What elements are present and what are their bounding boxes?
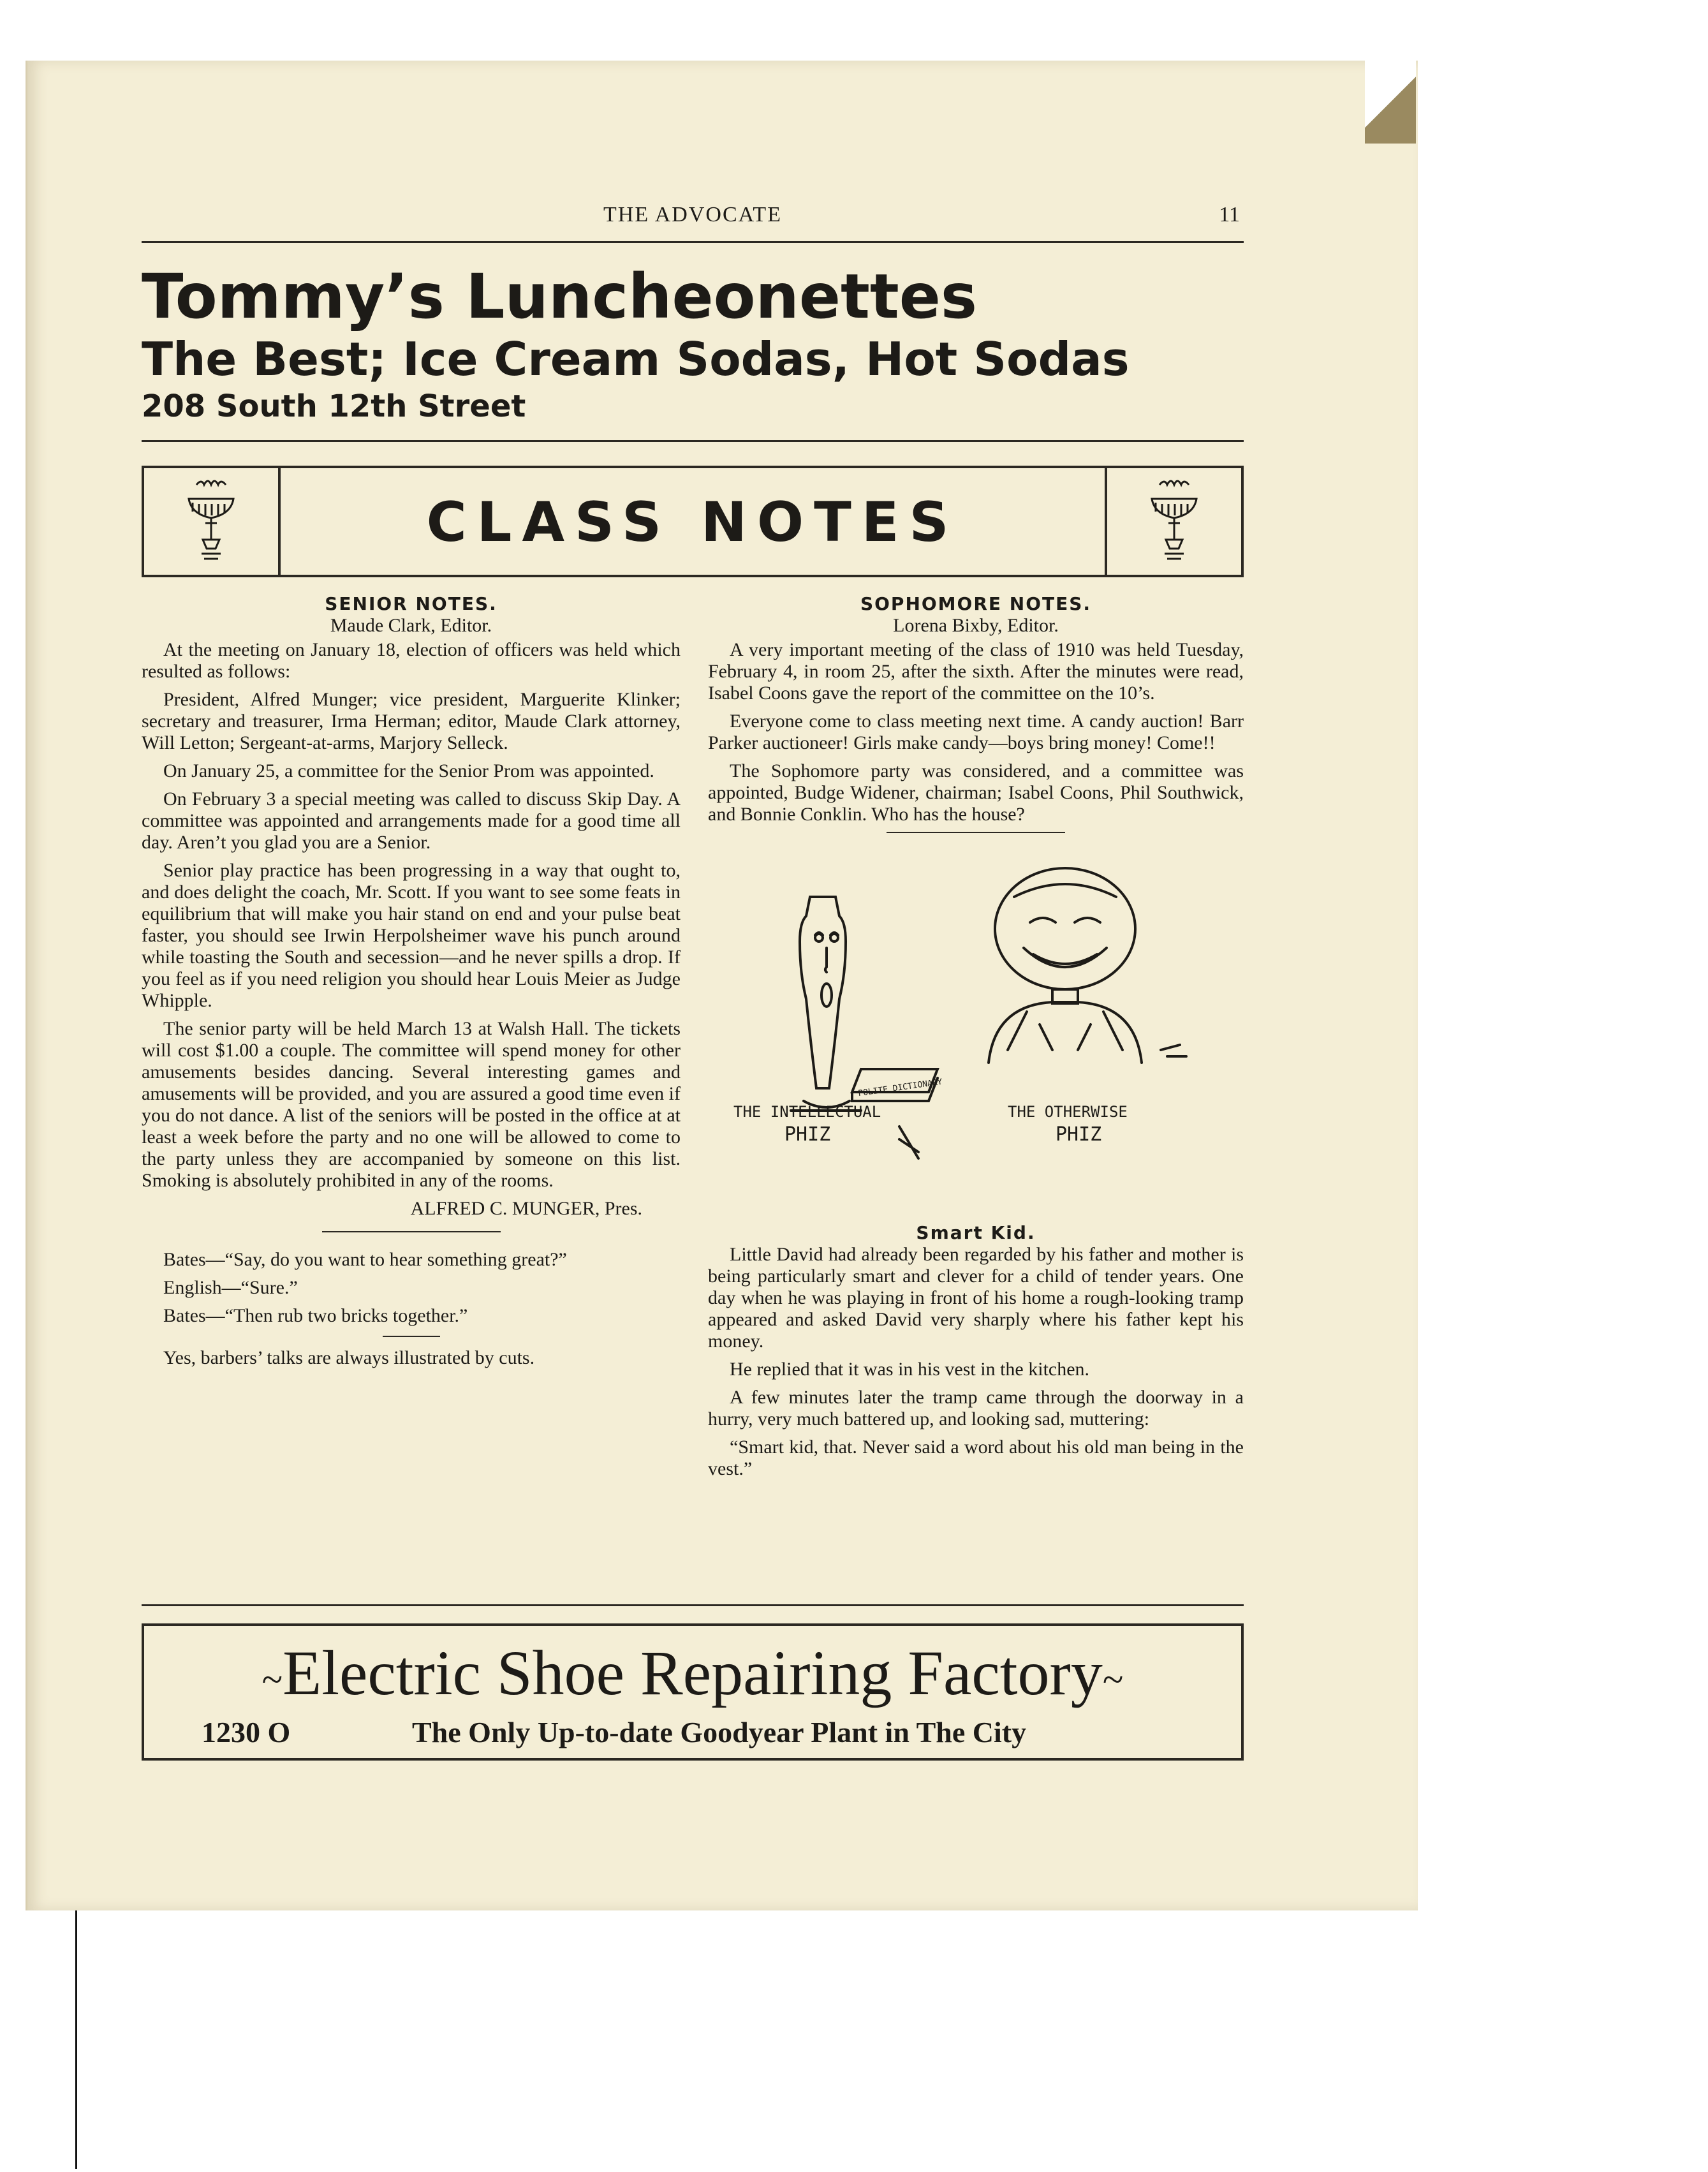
ad-title: Tommy’s Luncheonettes — [142, 261, 978, 332]
shoe-repair-advertisement — [142, 1623, 1244, 1761]
divider-rule — [383, 1336, 440, 1337]
sophomore-paragraph: Everyone come to class meeting next time. A candy auction! Barr Parker auctioneer! Girls make candy—boys bring money! Come!! — [708, 711, 1244, 753]
banner-right-cell — [1105, 468, 1241, 575]
senior-paragraph: President, Alfred Munger; vice president, Marguerite Klinker; secretary and treasurer, Irma Herman; editor, Maude Clark attorney, Will Letton; Sergeant-at-arms, Marjory Selleck. — [142, 689, 681, 753]
senior-paragraph: On February 3 a special meeting was called to discuss Skip Day. A committee was appointed and arrangements made for a good time all day. Aren’t you glad you are a Senior. — [142, 788, 681, 853]
smart-kid-paragraph: Little David had already been regarded by his father and mother is being particularly smart and clever for a child of tender years. One day when he was playing in front of his home a rough-looking tramp appeared and asked David very sharply where his father kept his money. — [708, 1244, 1244, 1352]
cartoon-illustration — [708, 859, 1244, 1216]
senior-editor: Maude Clark, Editor. — [330, 615, 492, 636]
page-corner-fold — [1365, 61, 1416, 144]
sophomore-notes-heading: SOPHOMORE NOTES. — [860, 593, 1092, 614]
ad-address: 208 South 12th Street — [142, 388, 526, 424]
cartoon-caption: PHIZ — [784, 1123, 831, 1146]
ad-title: Electric Shoe Repairing Factory — [283, 1637, 1103, 1708]
cartoon-caption: THE OTHERWISE — [1008, 1103, 1128, 1121]
smart-kid-paragraph: “Smart kid, that. Never said a word about his old man being in the vest.” — [708, 1437, 1244, 1479]
ad-tagline: The Best; Ice Cream Sodas, Hot Sodas — [142, 332, 1130, 386]
divider-rule — [887, 832, 1065, 833]
senior-paragraph: At the meeting on January 18, election of officers was held which resulted as follows: — [142, 639, 681, 682]
right-column — [708, 593, 1244, 1486]
sophomore-editor: Lorena Bixby, Editor. — [893, 615, 1059, 636]
smart-kid-paragraph: He replied that it was in his vest in the kitchen. — [730, 1359, 1090, 1380]
lamp-ornament-icon — [184, 477, 239, 566]
banner-left-cell — [144, 468, 281, 575]
joke-line: English—“Sure.” — [163, 1277, 298, 1298]
joke-line: Bates—“Then rub two bricks together.” — [163, 1305, 468, 1326]
lamp-ornament-icon — [1147, 477, 1202, 566]
senior-notes-heading: SENIOR NOTES. — [325, 593, 497, 614]
joke-line: Bates—“Say, do you want to hear something great?” — [163, 1249, 567, 1270]
flourish-left-icon: ~ — [261, 1659, 283, 1701]
ad-slogan: The Only Up-to-date Goodyear Plant in The City — [412, 1716, 1027, 1748]
senior-paragraph: Senior play practice has been progressing in a way that ought to, and does delight the coach, Mr. Scott. If you want to see some feats in equilibrium that will make you hair stand on end and your pulse beat faster, you should see Irwin Herpolsheimer wave his punch around while toasting the South and secession—and he never spills a drop. If you feel as if you need religion you should hear Louis Meier as Judge Whipple. — [142, 860, 681, 1011]
class-notes-banner — [142, 466, 1244, 577]
sophomore-paragraph: A very important meeting of the class of 1910 was held Tuesday, February 4, in room 25, after the sixth. After the minutes were read, Isabel Coons gave the report of the committee on the 10’s. — [708, 639, 1244, 704]
smart-kid-paragraph: A few minutes later the tramp came through the doorway in a hurry, very much battered up, and looking sad, muttering: — [708, 1387, 1244, 1430]
running-title: THE ADVOCATE — [603, 203, 782, 226]
sophomore-paragraph: The Sophomore party was considered, and a committee was appointed, Budge Widener, chairman; Isabel Coons, Phil Southwick, and Bonnie Conklin. Who has the house? — [708, 760, 1244, 825]
cartoon-caption: PHIZ — [1056, 1123, 1102, 1146]
smart-kid-heading: Smart Kid. — [916, 1222, 1036, 1243]
flourish-right-icon: ~ — [1102, 1659, 1124, 1701]
luncheonette-advertisement — [142, 262, 1251, 426]
running-head — [142, 203, 1244, 243]
ad-title-line — [144, 1637, 1241, 1715]
cartoon-caption: THE INTELLECTUAL — [733, 1103, 881, 1121]
senior-paragraph: On January 25, a committee for the Senior Prom was appointed. — [163, 760, 654, 781]
joke-line: Yes, barbers’ talks are always illustrated by cuts. — [163, 1347, 535, 1368]
senior-signature: ALFRED C. MUNGER, Pres. — [410, 1198, 642, 1219]
divider-rule — [142, 440, 1244, 442]
binding-edge — [75, 1910, 77, 2169]
cartoon-drawing — [708, 859, 1244, 1216]
divider-rule — [142, 1604, 1244, 1606]
left-column — [142, 593, 681, 1375]
senior-paragraph: The senior party will be held March 13 at Walsh Hall. The tickets will cost $1.00 a couple. The committee will spend money for other amusements besides dancing. Several interesting games and amusements will be provided, and you are assured a good time even if you do not dance. A list of the seniors will be posted in the office at at least a week before the party and no one will be allowed to come to the party unless they are accompanied by someone on this list. Smoking is absolutely prohibited in any of the rooms. — [142, 1018, 681, 1191]
section-title: CLASS NOTES — [426, 491, 959, 554]
dictionary-label: POLITE DICTIONARY — [857, 1077, 943, 1099]
ad-address: 1230 O — [202, 1716, 291, 1748]
page-number: 11 — [1219, 203, 1240, 226]
divider-rule — [322, 1231, 501, 1232]
